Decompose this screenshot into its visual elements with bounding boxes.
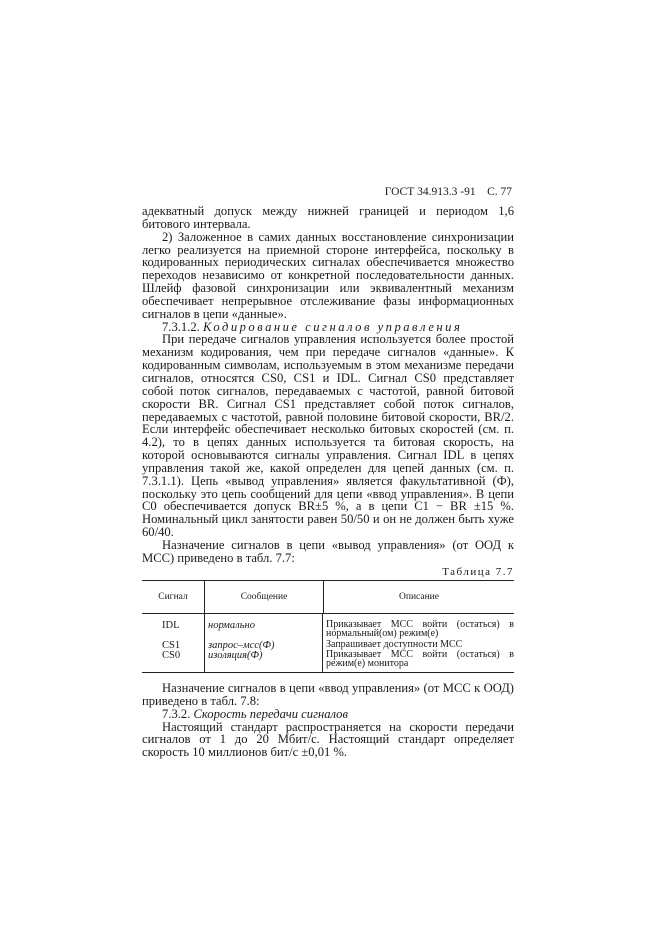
paragraph: 2) Заложенное в самих данных восстановление синхронизации легко реализуется на приемной стороне интерфейса, поскольку в кодированных периодических сигналах обеспечивается множество переходов независимо от конкретной последовательности данных. Шлейф фазовой синхронизации или эквивалентный механизм обеспечивает непрерывное отслеживание фазы информационных сигналов в цепи «данные».: [142, 229, 514, 321]
column-divider: [204, 614, 205, 672]
after-table-text: [142, 682, 514, 759]
cell-description: Приказывает МСС войти (остаться) в режим(е) монитора: [326, 649, 514, 669]
cell-message: запрос–мсс(Ф): [208, 640, 275, 651]
section-title: Кодирование сигналов управления: [202, 319, 463, 334]
standard-number: ГОСТ 34.913.3 -91: [384, 186, 476, 198]
section-heading: [142, 708, 514, 721]
column-divider: [322, 614, 323, 672]
paragraph: Назначение сигналов в цепи «ввод управления» (от МСС к ООД) приведено в табл. 7.8:: [142, 681, 514, 708]
column-header-signal: Сигнал: [158, 592, 188, 602]
section-title: Скорость передачи сигналов: [193, 706, 348, 721]
table-caption: Таблица 7.7: [442, 566, 514, 578]
cell-message: нормально: [208, 620, 255, 631]
paragraph: Назначение сигналов в цепи «вывод управления» (от ООД к МСС) приведено в табл. 7.7:: [142, 537, 514, 565]
page-number: С. 77: [487, 186, 512, 198]
column-header-description: Описание: [399, 592, 439, 602]
cell-description: Запрашивает доступности МСС: [326, 639, 463, 650]
signal-table: [142, 580, 514, 673]
cell-signal: CS0: [162, 650, 181, 661]
table-body: [142, 614, 514, 672]
table-7-7: [142, 566, 514, 673]
table-header: [142, 581, 514, 614]
paragraph: адекватный допуск между нижней границей и периодом 1,6 битового интервала.: [142, 204, 514, 231]
page-header: [380, 186, 512, 198]
section-number: 7.3.2.: [162, 706, 191, 721]
cell-signal: IDL: [162, 620, 180, 631]
body-text: [142, 205, 514, 565]
paragraph: При передаче сигналов управления используется более простой механизм кодирования, чем при передаче сигналов «данные». К кодированным символам, используемым в этом механизме передачи сигналов, относятся CS0, CS1 и IDL. Сигнал CS0 представляет собой поток сигналов, передаваемых с частотой, равной битовой скорости BR. Сигнал CS1 представляет собой поток сигналов, передаваемых с частотой, равной половине битовой скорости, BR/2. Если интерфейс обеспечивает несколько битовых скоростей (см. п. 4.2), то в цепях данных используется та битовая скорость, на которой основываются сигналы управления. Сигнал IDL в цепях управления такой же, какой определен для цепей данных (см. п. 7.3.1.1). Цепь «вывод управления» является факультативной (Ф), поскольку это цепь сообщений для цепи «ввод управления». В цепи С0 обеспечивается допуск BR±5 %, а в цепи C1 − BR ±15 %. Номинальный цикл занятости равен 50/50 и он не должен быть хуже 60/40.: [142, 332, 514, 540]
cell-description: Приказывает МСС войти (остаться) в нормальный(ом) режим(е): [326, 619, 514, 639]
section-number: 7.3.1.2.: [162, 319, 200, 334]
cell-signal: CS1: [162, 640, 181, 651]
cell-message: изоляция(Ф): [208, 650, 263, 661]
column-header-message: Сообщение: [204, 581, 324, 613]
paragraph: Настоящий стандарт распространяется на скорости передачи сигналов от 1 до 20 Мбит/с. Настоящий стандарт определяет скорость 10 миллионов бит/с ±0,01 %.: [142, 719, 514, 760]
